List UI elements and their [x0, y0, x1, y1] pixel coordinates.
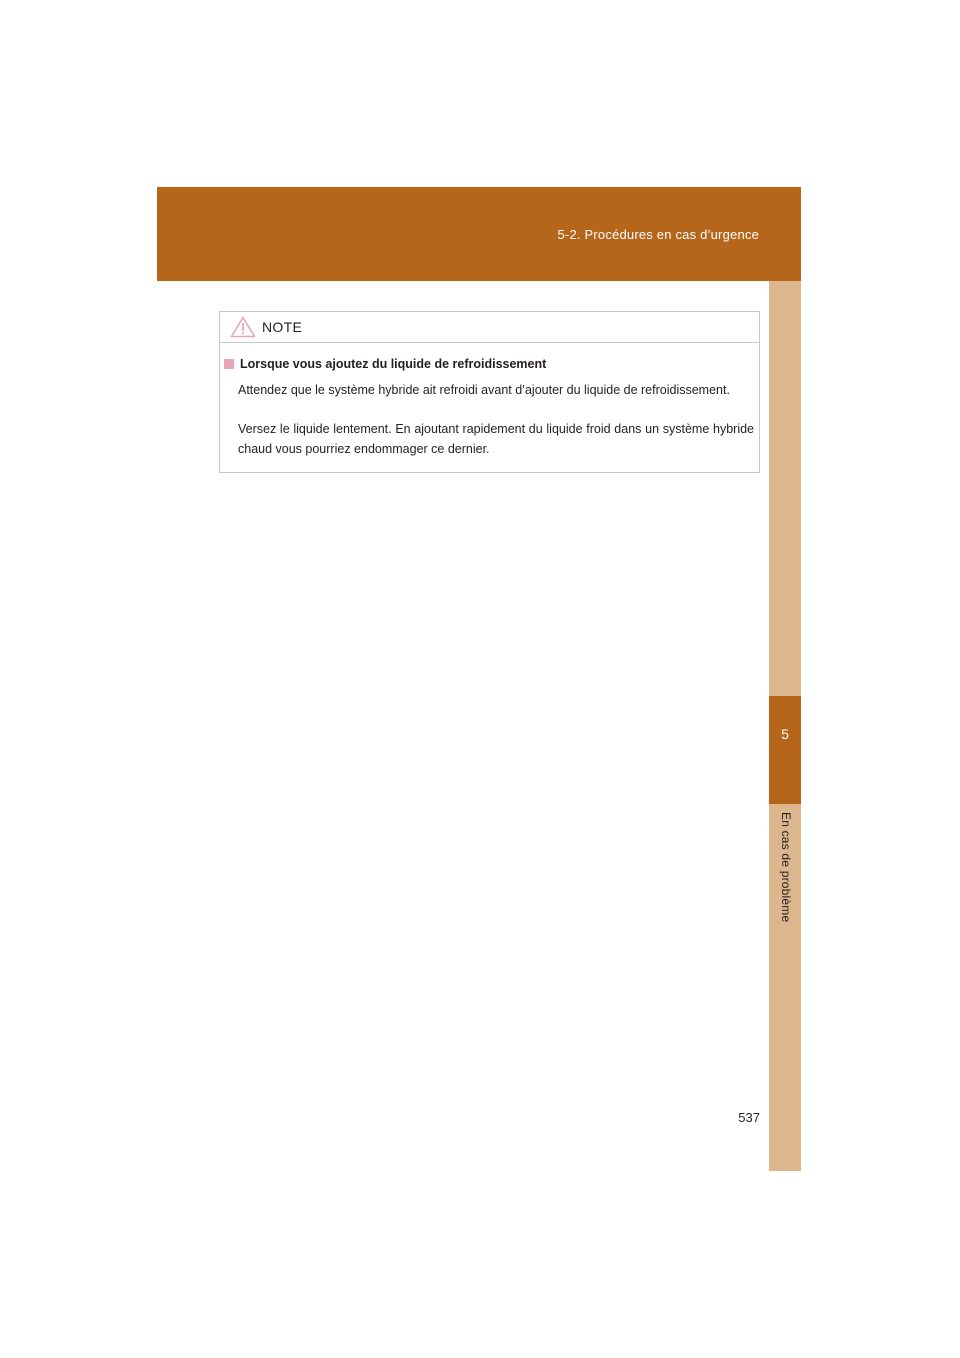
square-bullet-icon — [224, 359, 234, 369]
section-title: 5-2. Procédures en cas d’urgence — [557, 227, 759, 242]
page-number: 537 — [738, 1110, 760, 1125]
header-band — [157, 187, 801, 281]
note-subheading-text: Lorsque vous ajoutez du liquide de refroidissement — [240, 357, 547, 371]
note-box — [219, 311, 760, 473]
note-header — [220, 312, 759, 343]
note-paragraph-2: Versez le liquide lentement. En ajoutant rapidement du liquide froid dans un système hybride chaud vous pourriez endommager ce dernier. — [238, 422, 754, 456]
chapter-label: En cas de problème — [779, 812, 793, 923]
chapter-number: 5 — [769, 696, 801, 804]
warning-triangle-icon — [230, 316, 256, 338]
note-title: NOTE — [262, 319, 303, 335]
note-subheading — [224, 357, 546, 371]
note-paragraph-1: Attendez que le système hybride ait refroidi avant d’ajouter du liquide de refroidissement. — [238, 383, 730, 397]
